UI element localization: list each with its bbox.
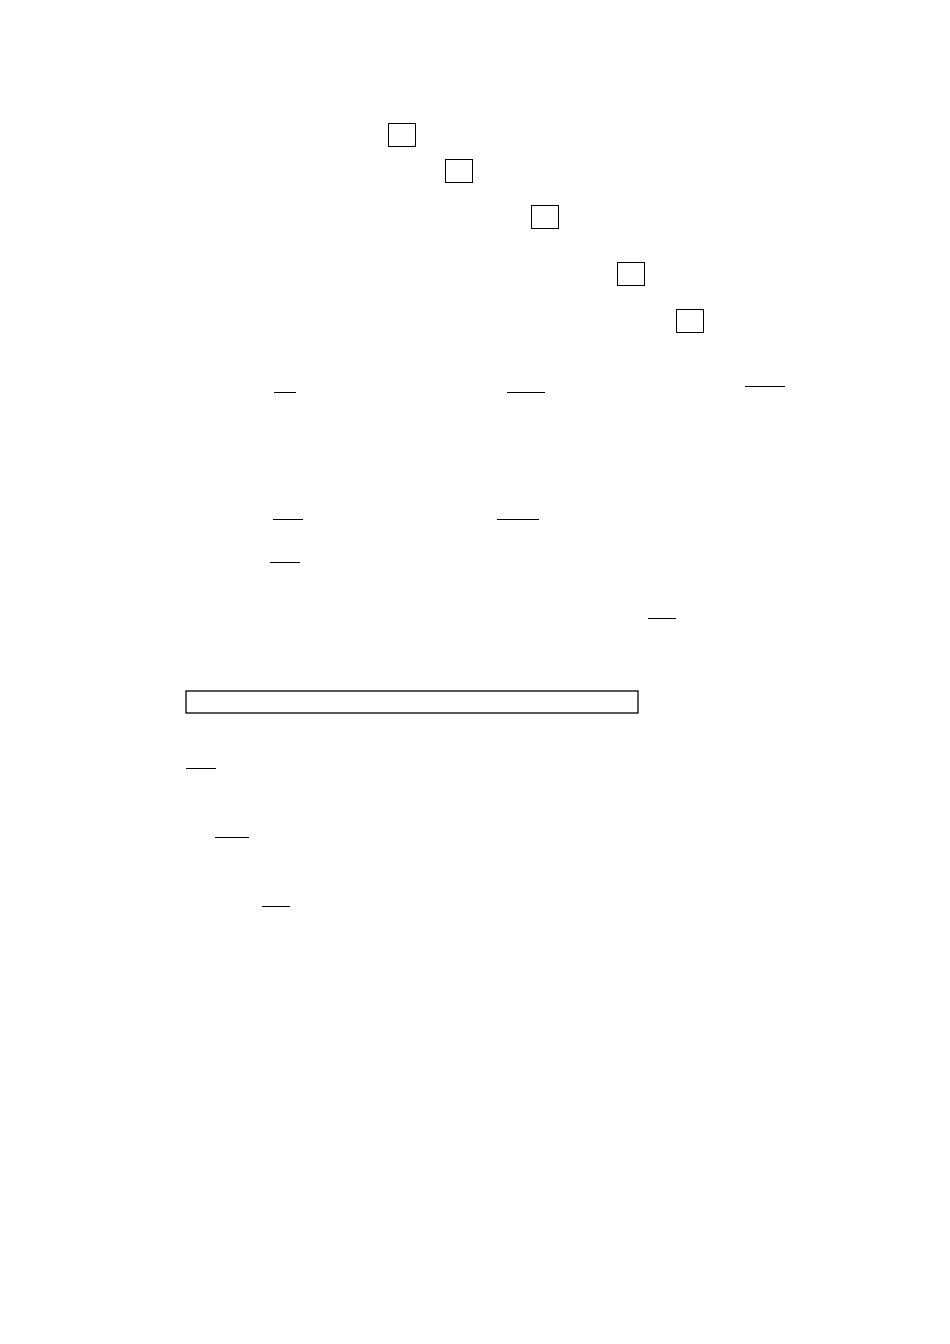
fraction	[467, 491, 487, 492]
one-meter-bar	[186, 691, 638, 713]
fraction	[274, 391, 296, 394]
fraction	[745, 385, 785, 388]
fraction	[215, 836, 249, 839]
fraction	[186, 767, 216, 770]
fraction-bar-line	[497, 519, 539, 520]
answer-box-2[interactable]	[445, 159, 473, 183]
fraction	[507, 391, 545, 394]
fraction	[648, 617, 676, 620]
answer-box-1[interactable]	[388, 123, 416, 147]
answer-box-3[interactable]	[531, 205, 559, 229]
fraction	[237, 491, 257, 492]
fraction	[262, 905, 290, 908]
fraction	[270, 561, 300, 564]
fraction-bar-line	[273, 519, 303, 520]
answer-box-5[interactable]	[676, 309, 704, 333]
answer-box-4[interactable]	[617, 262, 645, 286]
